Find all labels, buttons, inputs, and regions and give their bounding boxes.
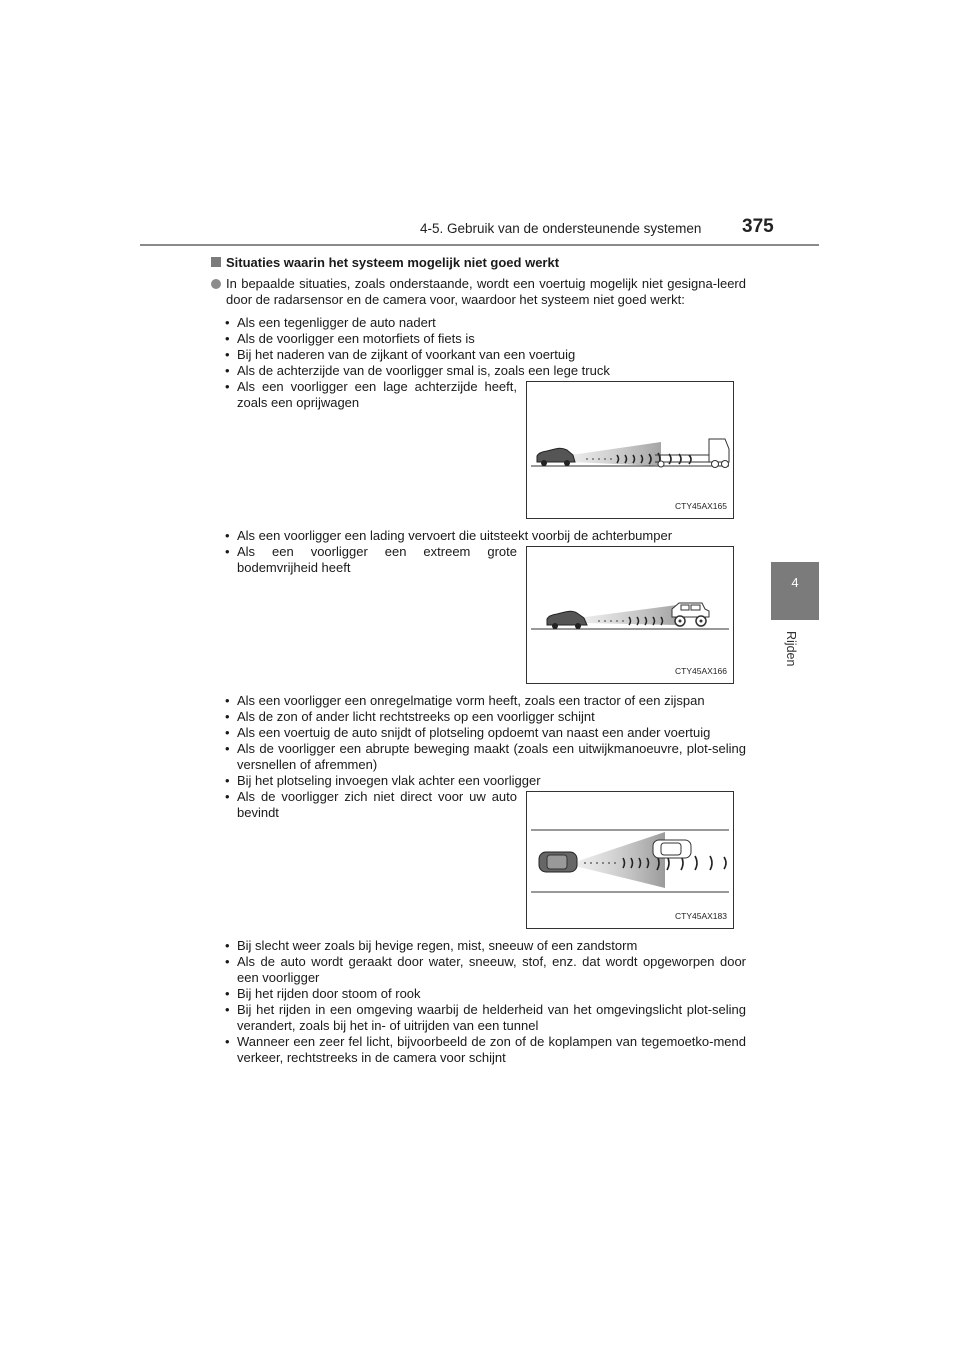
list-item: • Wanneer een zeer fel licht, bijvoorbeeld de zon of de koplampen van tegemoetko-mend verkeer, rechtstreeks in de camera voor schijnt [225,1034,746,1066]
page-number: 375 [742,216,774,237]
main-content [211,255,746,1066]
list-item: • Als de zon of ander licht rechtstreeks op een voorligger schijnt [225,709,746,725]
section-title: Situaties waarin het systeem mogelijk niet goed werkt [211,255,746,271]
bullet-list-d [225,938,746,1066]
header-rule [140,244,819,246]
bullet-list-a [225,315,746,379]
list-item: • Bij het rijden in een omgeving waarbij de helderheid van het omgevingslicht plot-seling verandert, zoals bij het in- of uitrijden van een tunnel [225,1002,746,1034]
figure-offset-vehicle [526,791,734,929]
list-item: • Als een voertuig de auto snijdt of plotseling opdoemt van naast een ander voertuig [225,725,746,741]
list-item: • Als een voorligger een extreem grote bodemvrijheid heeft [225,544,517,576]
list-item: • Bij slecht weer zoals bij hevige regen, mist, sneeuw of een zandstorm [225,938,746,954]
figure-code: CTY45AX166 [675,666,727,676]
list-item: • Bij het naderen van de zijkant of voorkant van een voertuig [225,347,746,363]
list-item: • Als een voorligger een lading vervoert die uitsteekt voorbij de achterbumper [225,528,746,544]
list-item: • Bij het rijden door stoom of rook [225,986,746,1002]
figure-high-clearance-vehicle [526,546,734,684]
list-item: • Als een tegenligger de auto nadert [225,315,746,331]
chapter-tab [771,562,819,620]
intro-paragraph: In bepaalde situaties, zoals onderstaande, wordt een voertuig mogelijk niet gesigna-leerd door de radarsensor en de camera voor, waardoor het systeem niet goed werkt: [211,276,746,308]
list-item: • Als de voorligger een abrupte beweging maakt (zoals een uitwijkmanoeuvre, plot-seling versnellen of afremmen) [225,741,746,773]
bullet-list-b [225,528,746,544]
list-item: • Bij het plotseling invoegen vlak achter een voorligger [225,773,746,789]
list-item: • Als de auto wordt geraakt door water, sneeuw, stof, enz. dat wordt opgeworpen door een voorligger [225,954,746,986]
figure-code: CTY45AX165 [675,501,727,511]
figure-row-2 [225,544,746,684]
list-item: • Als de voorligger zich niet direct voor uw auto bevindt [225,789,517,821]
bullet-list-c [225,693,746,789]
list-item: • Als een voorligger een onregelmatige vorm heeft, zoals een tractor of een zijspan [225,693,746,709]
list-item: • Als de achterzijde van de voorligger smal is, zoals een lege truck [225,363,746,379]
figure-row-3 [225,789,746,929]
chapter-number: 4 [791,575,799,590]
section-heading: 4-5. Gebruik van de ondersteunende systemen [420,221,702,236]
circle-bullet-icon [211,279,221,289]
list-item: • Als de voorligger een motorfiets of fiets is [225,331,746,347]
page-header [0,0,960,250]
square-bullet-icon [211,257,221,267]
chapter-label: Rijden [784,631,798,667]
figure-row-1 [225,379,746,519]
list-item: • Als een voorligger een lage achterzijde heeft, zoals een oprijwagen [225,379,517,411]
figure-low-rear-truck [526,381,734,519]
figure-code: CTY45AX183 [675,911,727,921]
